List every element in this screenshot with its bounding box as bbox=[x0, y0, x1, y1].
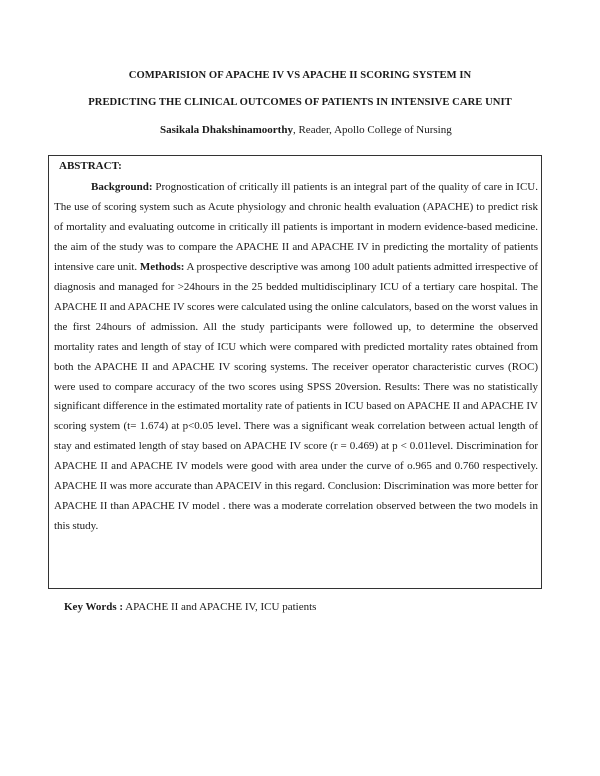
abstract-heading: ABSTRACT: bbox=[59, 160, 122, 172]
keywords-label: Key Words : bbox=[64, 601, 124, 613]
methods-label: Methods: bbox=[139, 260, 185, 273]
paper-title-line-2: PREDICTING THE CLINICAL OUTCOMES OF PATIENTS IN INTENSIVE CARE UNIT bbox=[88, 97, 512, 108]
background-label: Background: bbox=[91, 181, 153, 193]
abstract-box bbox=[48, 155, 542, 589]
author-line bbox=[160, 124, 452, 136]
author-affiliation: , Reader, Apollo College of Nursing bbox=[292, 124, 452, 136]
keywords-text: APACHE II and APACHE IV, ICU patients bbox=[123, 601, 317, 613]
paper-title-line-1: COMPARISION OF APACHE IV VS APACHE II SCORING SYSTEM IN bbox=[128, 70, 472, 81]
abstract-body bbox=[54, 178, 538, 537]
methods-text: A prospective descriptive was among 100 adult patients admitted irrespective of diagnosis and managed for >24hours in the 25 bedded multidisciplinary ICU of a tertiary care hospital. The APACHE II and APACHE IV scores were calculated using the online calculators, based on the worst values in the first 24hours of admission. All the study participants were followed up, to determine the observed mortality rates and length of stay of ICU which were compared with predicted mortality rates obtained from both the APACHE II and APACHE IV scoring systems. The receiver operator characteristic curves (ROC) were used to compare accuracy of the two scores using SPSS 20version. Results: There was no statistically significant difference in the estimated mortality rate of patients in ICU based on APACHE II and APACHE IV scoring system (t= 1.674) at p<0.05 level. There was a significant weak correlation between actual length of stay and estimated length of stay based on APACHE IV score (r = 0.469) at p < 0.01level. Discrimination for APACHE II and APACHE IV models were good with area under the curve of o.965 and 0.760 respectively. APACHE II was more accurate than APACEIV in this regard. Conclusion: Discrimination was more better for APACHE II than APACHE IV model . there was a moderate correlation observed between the two models in this study. bbox=[54, 260, 538, 533]
keywords-line bbox=[64, 601, 316, 613]
background-text: Prognostication of critically ill patients is an integral part of the quality of care in ICU. The use of scoring system such as Acute physiology and chronic health evaluation (APACHE) to predict risk of mortality and evaluating outcome in critically ill patients is important in modern evidence-based medicine. the aim of the study was to compare the APACHE II and APACHE IV in predicting the mortality of patients intensive care unit. bbox=[54, 181, 538, 273]
author-name: Sasikala Dhakshinamoorthy bbox=[160, 124, 293, 136]
